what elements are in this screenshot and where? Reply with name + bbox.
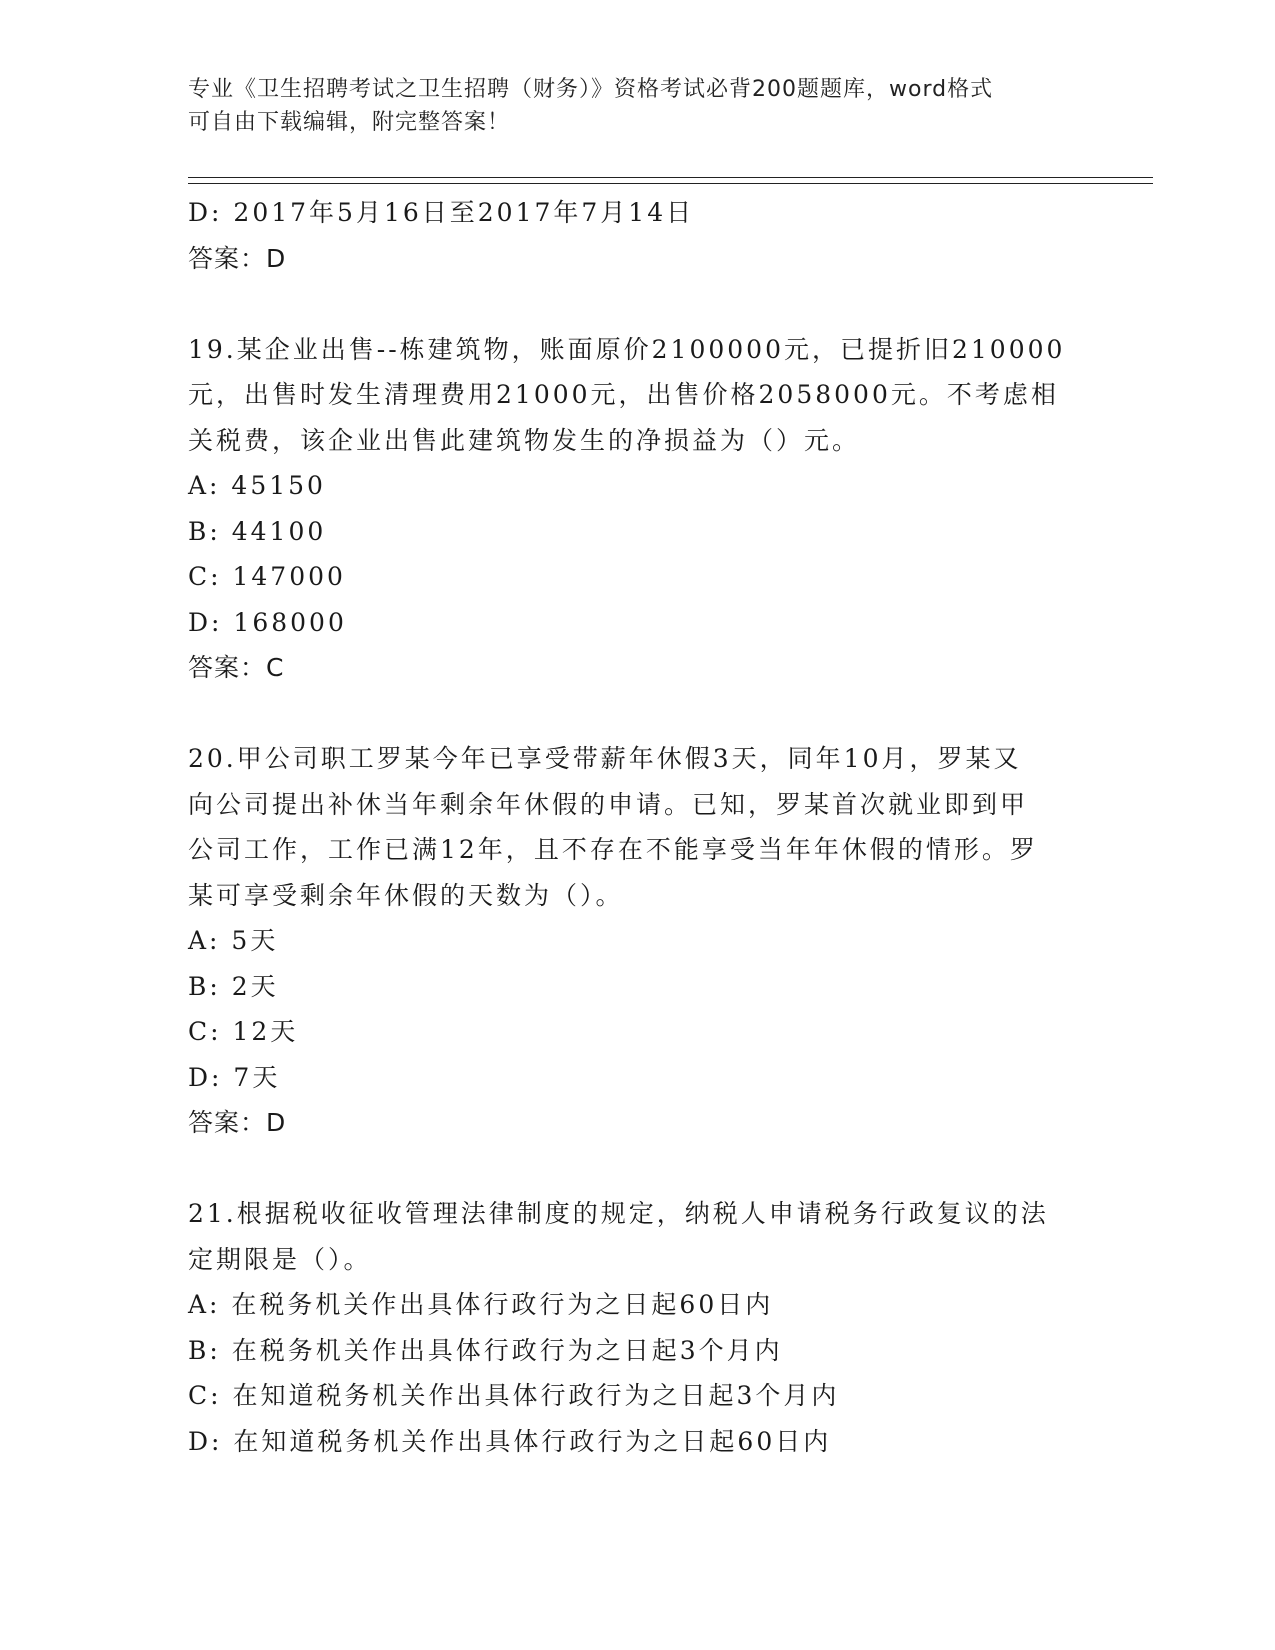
question-line: 某可享受剩余年休假的天数为（）。 bbox=[188, 880, 624, 910]
option-c: C: 在知道税务机关作出具体行政行为之日起3个月内 bbox=[188, 1381, 840, 1410]
question-19 bbox=[188, 327, 1088, 691]
option-a: A: 在税务机关作出具体行政行为之日起60日内 bbox=[188, 1290, 774, 1319]
option-c: C: 147000 bbox=[188, 562, 346, 591]
option-d: D: 在知道税务机关作出具体行政行为之日起60日内 bbox=[188, 1426, 832, 1456]
option-a: A: 45150 bbox=[188, 471, 326, 500]
option-a: A: 5天 bbox=[188, 926, 279, 955]
question-line: 关税费，该企业出售此建筑物发生的净损益为（）元。 bbox=[188, 425, 861, 455]
option-b: B: 在税务机关作出具体行政行为之日起3个月内 bbox=[188, 1335, 783, 1365]
answer: 答案：C bbox=[188, 653, 285, 682]
question-line: 21.根据税收征收管理法律制度的规定，纳税人申请税务行政复议的法 bbox=[188, 1199, 1049, 1228]
option-c: C: 12天 bbox=[188, 1017, 299, 1046]
header-divider-top bbox=[188, 177, 1153, 178]
question-line: 定期限是（）。 bbox=[188, 1244, 372, 1274]
option-d: D: 168000 bbox=[188, 607, 347, 637]
previous-question-tail bbox=[188, 190, 1088, 281]
question-line: 公司工作，工作已满12年，且不存在不能享受当年年休假的情形。罗 bbox=[188, 835, 1038, 864]
question-line: 元，出售时发生清理费用21000元，出售价格2058000元。不考虑相 bbox=[188, 380, 1059, 409]
question-text bbox=[188, 736, 1088, 918]
option-b: B: 2天 bbox=[188, 971, 279, 1001]
header-line-2: 可自由下载编辑，附完整答案！ bbox=[188, 110, 511, 135]
answer: 答案：D bbox=[188, 243, 287, 273]
answer: 答案：D bbox=[188, 1108, 287, 1137]
question-line: 向公司提出补休当年剩余年休假的申请。已知，罗某首次就业即到甲 bbox=[188, 789, 1029, 819]
question-21 bbox=[188, 1191, 1088, 1464]
header-divider-bottom bbox=[188, 183, 1153, 184]
question-line: 20.甲公司职工罗某今年已享受带薪年休假3天，同年10月，罗某又 bbox=[188, 744, 1022, 773]
option-b: B: 44100 bbox=[188, 516, 327, 546]
header-line-1: 专业《卫生招聘考试之卫生招聘（财务）》资格考试必背200题题库，word格式 bbox=[188, 77, 994, 102]
question-line: 19.某企业出售--栋建筑物，账面原价2100000元，已提折旧210000 bbox=[188, 334, 1066, 364]
document-header bbox=[188, 73, 1068, 139]
option-d: D: 2017年5月16日至2017年7月14日 bbox=[188, 198, 695, 227]
document-body bbox=[188, 190, 1088, 1464]
question-20 bbox=[188, 736, 1088, 1146]
question-text bbox=[188, 1191, 1088, 1282]
option-d: D: 7天 bbox=[188, 1062, 281, 1092]
question-text bbox=[188, 327, 1088, 464]
